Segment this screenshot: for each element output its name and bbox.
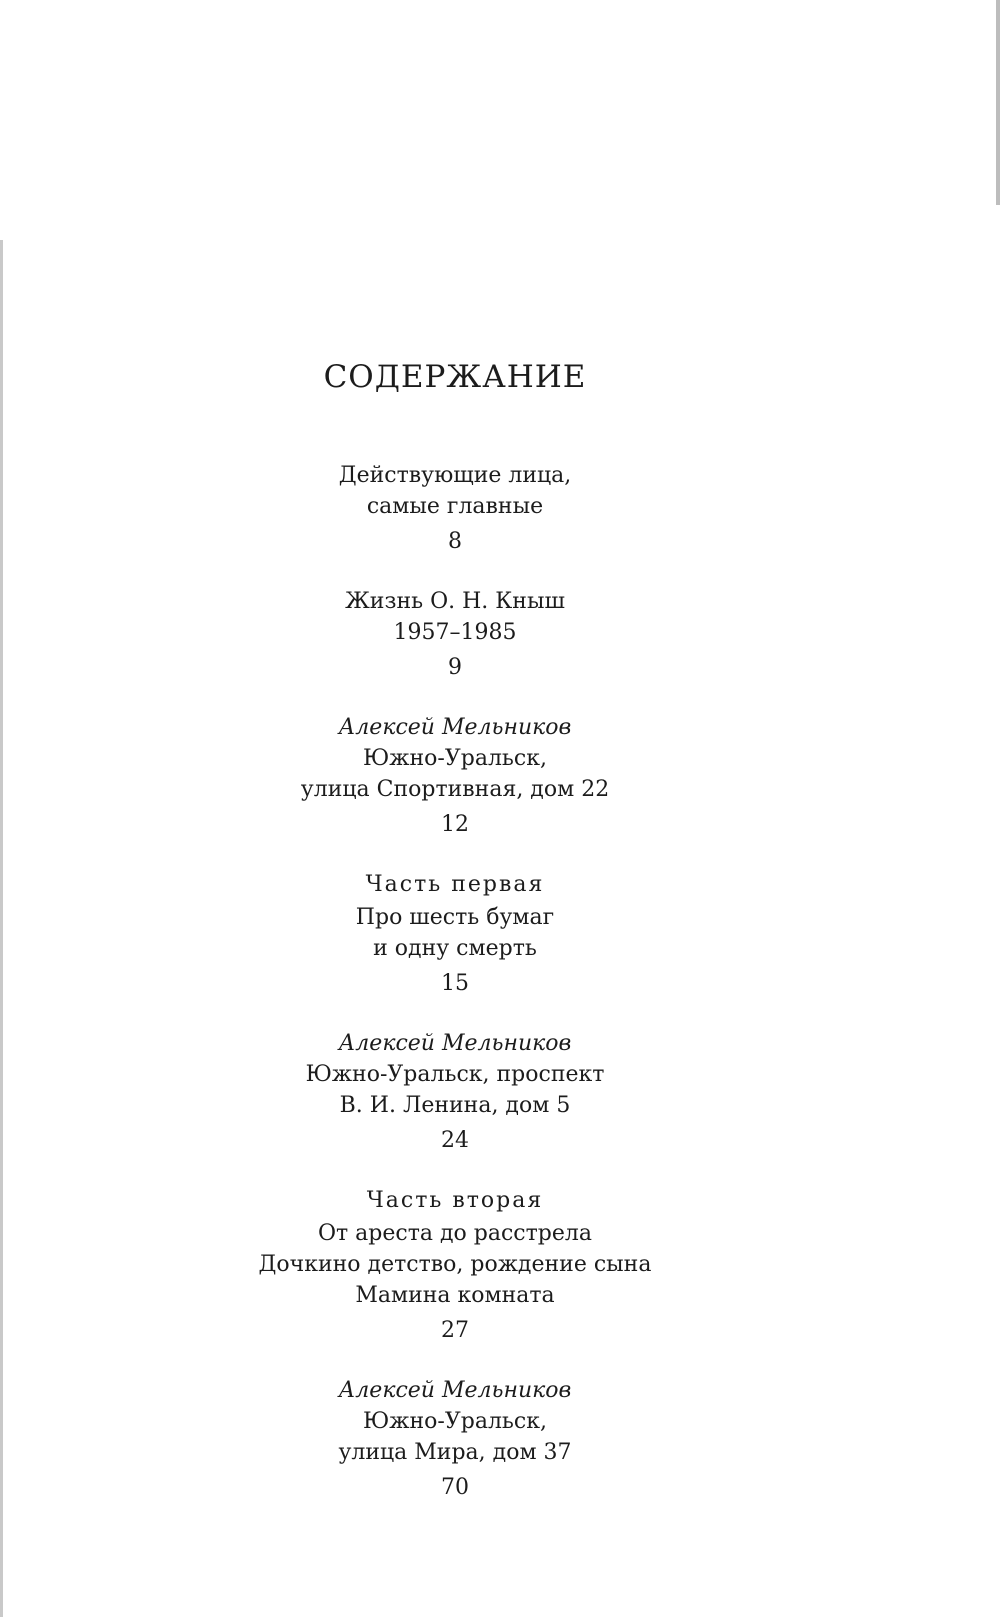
- toc-entry-title-line: Дочкино детство, рождение сына: [258, 1252, 652, 1277]
- toc-entry-page-number: 8: [448, 529, 462, 554]
- toc-entry-title-line: улица Спортивная, дом 22: [300, 777, 610, 802]
- toc-entry[interactable]: [0, 1185, 910, 1346]
- toc-entry-part: Часть первая: [365, 872, 545, 897]
- toc-entry-title-line: самые главные: [366, 494, 544, 519]
- toc-entry[interactable]: [0, 1028, 910, 1156]
- toc-entry-title-line: Жизнь О. Н. Кныш: [345, 589, 565, 614]
- toc-entry-title-line: В. И. Ленина, дом 5: [339, 1093, 571, 1118]
- toc-entry-page-number: 70: [441, 1475, 469, 1500]
- toc-entry-title-line: и одну смерть: [373, 936, 537, 961]
- toc-title: СОДЕРЖАНИЕ: [323, 359, 587, 395]
- toc-entry-part: Часть вторая: [366, 1188, 544, 1213]
- toc-entry-page-number: 15: [441, 971, 469, 996]
- toc-entry[interactable]: [0, 586, 910, 683]
- toc-entry-title-line: улица Мира, дом 37: [338, 1440, 572, 1465]
- toc-entry[interactable]: [0, 1375, 910, 1503]
- toc-entry-author: Алексей Мельников: [338, 1378, 572, 1403]
- toc-entry-author: Алексей Мельников: [338, 1031, 572, 1056]
- toc-entry-title-line: Южно-Уральск,: [363, 746, 547, 771]
- toc-entry-title-line: Про шесть бумаг: [355, 905, 555, 930]
- toc-entry-page-number: 9: [448, 655, 462, 680]
- toc-entry-page-number: 27: [441, 1318, 469, 1343]
- toc-entry-author: Алексей Мельников: [338, 715, 572, 740]
- page-edge-right: [996, 0, 1000, 205]
- toc-entry-title-line: Южно-Уральск,: [363, 1409, 547, 1434]
- toc-entry[interactable]: [0, 460, 910, 557]
- toc-entry-title-line: От ареста до расстрела: [317, 1221, 592, 1246]
- toc-entry-page-number: 24: [441, 1128, 469, 1153]
- toc-entry[interactable]: [0, 712, 910, 840]
- toc-list: [0, 460, 910, 1532]
- toc-entry-page-number: 12: [441, 812, 469, 837]
- toc-entry[interactable]: [0, 869, 910, 999]
- toc-entry-title-line: Мамина комната: [355, 1283, 555, 1308]
- toc-entry-title-line: 1957–1985: [393, 620, 517, 645]
- toc-entry-title-line: Южно-Уральск, проспект: [305, 1062, 605, 1087]
- toc-entry-title-line: Действующие лица,: [338, 463, 572, 488]
